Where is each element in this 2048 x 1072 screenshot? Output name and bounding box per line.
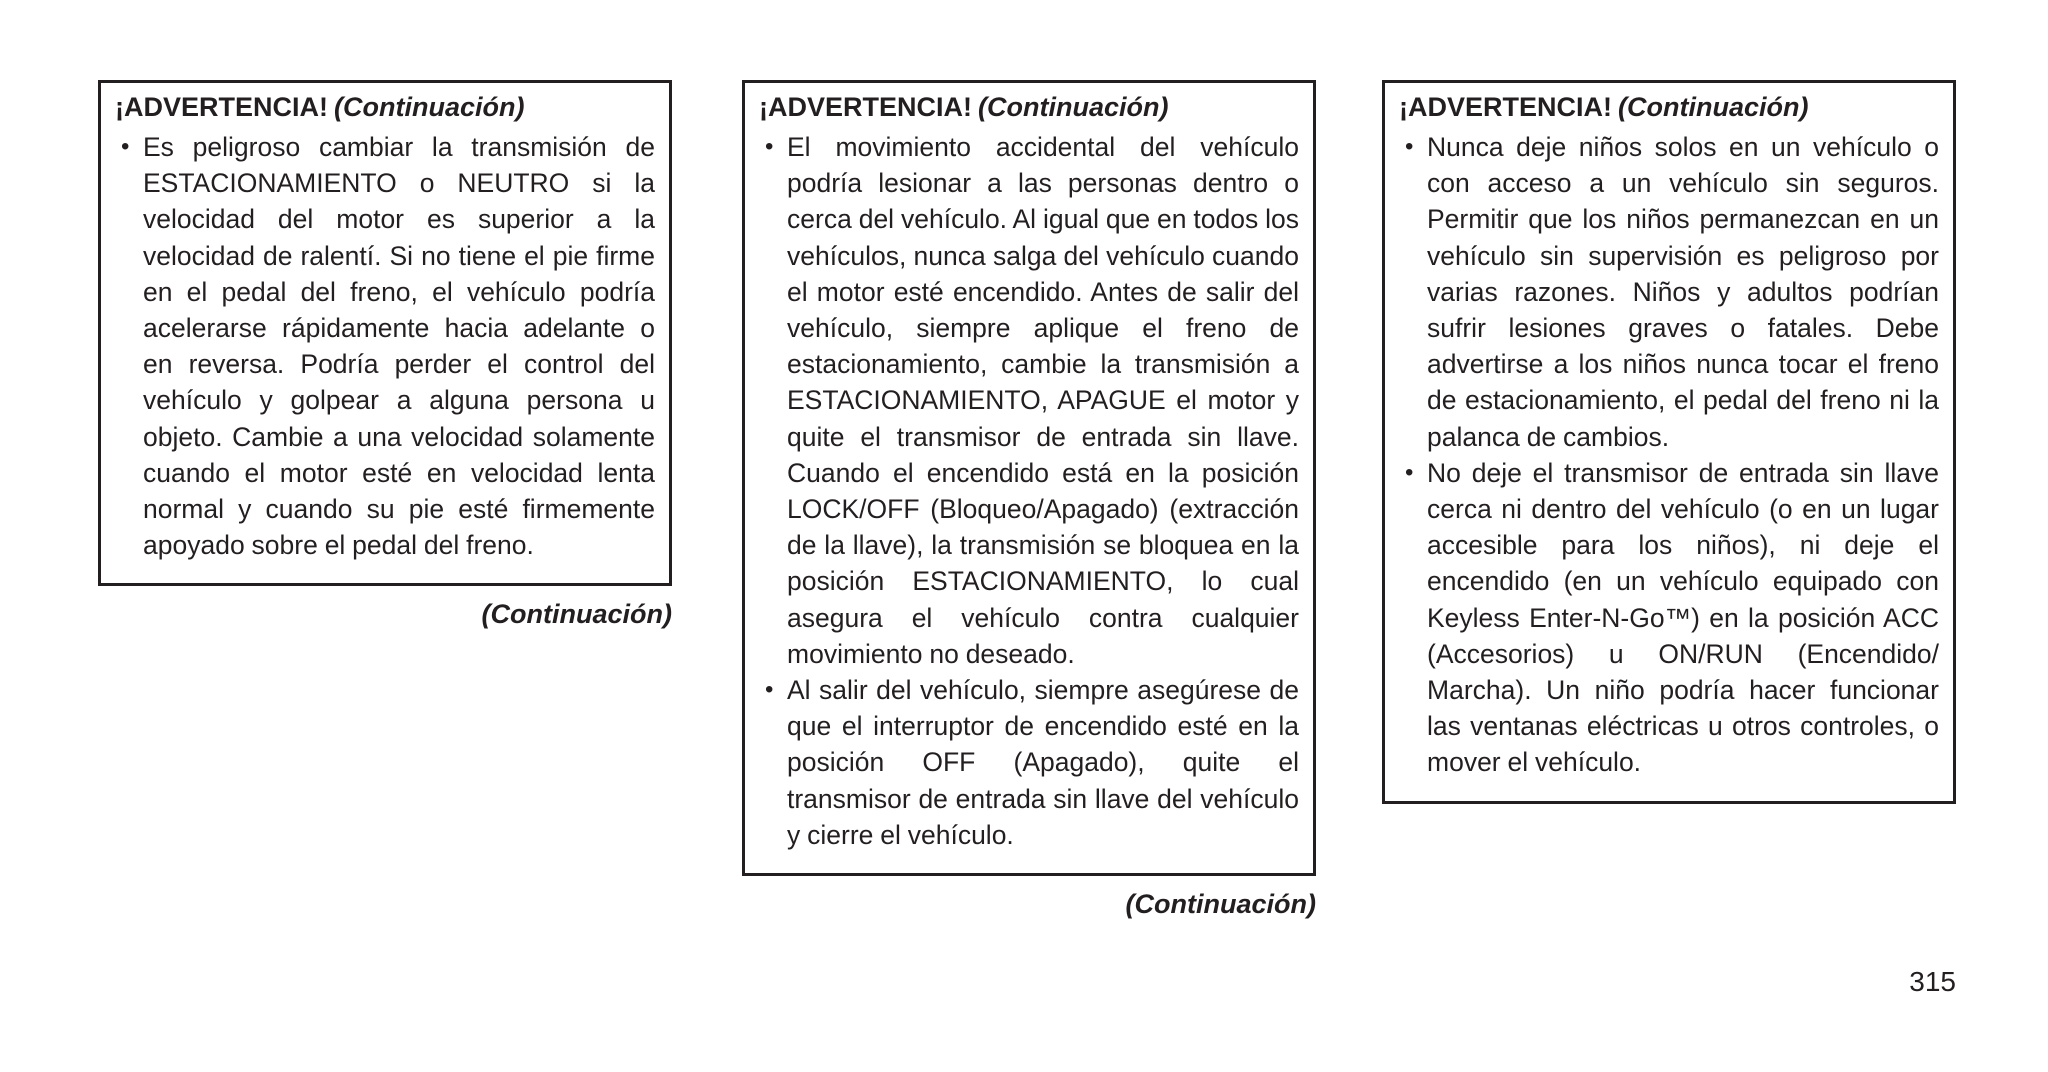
continuation-note: (Continuación) <box>481 599 672 630</box>
warning-item <box>115 129 655 563</box>
warning-title: ¡ADVERTENCIA! <box>1399 92 1612 122</box>
warning-title: ¡ADVERTENCIA! <box>115 92 328 122</box>
warning-list <box>115 129 655 563</box>
warning-item-text: Nunca deje niños solos en un vehículo o con acceso a un vehículo sin seguros. Permitir que los niños permanezcan en un vehículo sin supervisión es peligroso por varias razones. Niños y adultos podrían sufrir lesiones graves o fatales. Debe advertirse a los niños nunca tocar el freno de estacionamiento, el pedal del freno ni la palanca de cambios. <box>1427 132 1939 452</box>
warning-header <box>1399 89 1939 125</box>
continuation-note: (Continuación) <box>1125 889 1316 920</box>
warning-list <box>1399 129 1939 781</box>
warning-item <box>759 672 1299 853</box>
warning-item <box>1399 455 1939 781</box>
warning-header <box>115 89 655 125</box>
warning-item-text: No deje el transmisor de entrada sin llave cerca ni dentro del vehículo (o en un lugar accesible para los niños), ni deje el encendido (en un vehículo equipado con Keyless Enter-N-Go™) en la posición ACC (Accesorios) u ON/RUN (Encendido/ Marcha). Un niño podría hacer funcionar las ventanas eléctricas u otros controles, o mover el vehículo. <box>1427 457 1939 778</box>
warning-column-1 <box>98 80 672 632</box>
warning-continuation-label: (Continuación) <box>334 92 525 122</box>
bullet-icon: • <box>121 133 130 160</box>
warning-item-text: Es peligroso cambiar la transmisión de ESTACIONAMIENTO o NEUTRO si la velocidad del motor es superior a la velocidad de ralentí. Si no tiene el pie firme en el pedal del freno, el vehículo podría acelerarse rápidamente hacia adelante o en reversa. Podría perder el control del vehículo y golpear a alguna persona u objeto. Cambie a una velocidad solamente cuando el motor esté en velocidad lenta normal y cuando su pie esté firmemente apoyado sobre el pedal del freno. <box>143 132 655 561</box>
warning-box <box>1382 80 1956 804</box>
warning-column-2 <box>742 80 1316 922</box>
bullet-icon: • <box>1405 133 1414 160</box>
warning-continuation-label: (Continuación) <box>978 92 1169 122</box>
warning-item <box>759 129 1299 672</box>
warning-column-3 <box>1382 80 1956 804</box>
warning-item <box>1399 129 1939 455</box>
warning-box <box>98 80 672 586</box>
bullet-icon: • <box>765 676 774 704</box>
warning-box <box>742 80 1316 876</box>
page-number: 315 <box>1909 966 1956 997</box>
warning-header <box>759 89 1299 125</box>
bullet-icon: • <box>765 133 774 160</box>
bullet-icon: • <box>1405 458 1414 486</box>
warning-list <box>759 129 1299 853</box>
warning-item-text: El movimiento accidental del vehículo podría lesionar a las personas dentro o cerca del vehículo. Al igual que en todos los vehículos, nunca salga del vehículo cuando el motor esté encendido. Antes de salir del vehículo, siempre aplique el freno de estacionamiento, cambie la transmisión a ESTACIONAMIENTO, APAGUE el motor y quite el transmisor de entrada sin llave. Cuando el encendido está en la posición LOCK/OFF (Bloqueo/Apagado) (extracción de la llave), la transmisión se bloquea en la posición ESTACIONAMIENTO, lo cual asegura el vehículo contra cualquier movimiento no deseado. <box>787 132 1299 669</box>
warning-title: ¡ADVERTENCIA! <box>759 92 972 122</box>
warning-item-text: Al salir del vehículo, siempre asegúrese de que el interruptor de encendido esté en la posición OFF (Apagado), quite el transmisor de entrada sin llave del vehículo y cierre el vehículo. <box>787 675 1299 850</box>
warning-continuation-label: (Continuación) <box>1618 92 1809 122</box>
